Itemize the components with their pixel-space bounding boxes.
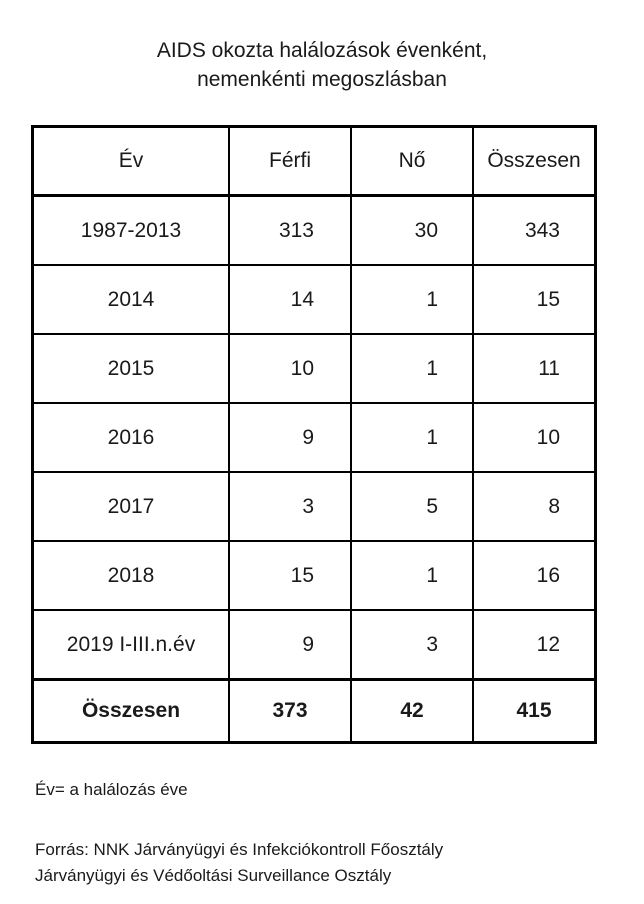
page-title	[0, 36, 644, 94]
table-row-cell-total: 16	[536, 563, 560, 587]
table-row-cell-year: 2014	[107, 287, 155, 311]
header-cell-year: Év	[118, 149, 144, 172]
table-row-cell-male: 3	[302, 494, 314, 518]
table-row-cell-female: 30	[414, 218, 438, 242]
table-row-cell-male: 10	[290, 356, 314, 380]
header-cell-female: Nő	[398, 149, 426, 172]
table-row-cell-female: 3	[426, 632, 438, 656]
total-cell-label: Összesen	[81, 699, 181, 722]
total-cell-female: 42	[400, 699, 424, 722]
table-row-cell-female: 1	[426, 425, 438, 449]
table-row-cell-year: 2019 I-III.n.év	[66, 632, 196, 656]
table-row-cell-female: 5	[426, 494, 438, 518]
total-cell-male: 373	[272, 699, 308, 722]
column-divider	[350, 128, 352, 741]
table-row-cell-total: 343	[524, 218, 560, 242]
title-line-2: nemenkénti megoszlásban	[197, 68, 447, 91]
table-row-cell-male: 9	[302, 425, 314, 449]
table-row-cell-male: 313	[278, 218, 314, 242]
table-row-cell-year: 2017	[107, 494, 155, 518]
table-row-cell-total: 15	[536, 287, 560, 311]
legend-note: Év= a halálozás éve	[35, 780, 188, 799]
table-row-cell-male: 15	[290, 563, 314, 587]
table-row-cell-male: 9	[302, 632, 314, 656]
table-row-cell-total: 10	[536, 425, 560, 449]
title-line-1: AIDS okozta halálozások évenként,	[156, 39, 488, 62]
table-row-cell-total: 8	[548, 494, 560, 518]
table-row-cell-male: 14	[290, 287, 314, 311]
table-row-cell-year: 1987-2013	[80, 218, 182, 242]
source-line-2: Járványügyi és Védőoltási Surveillance Osztály	[35, 866, 392, 885]
table-row-cell-year: 2018	[107, 563, 155, 587]
header-cell-male: Férfi	[269, 149, 311, 172]
table-row-cell-female: 1	[426, 356, 438, 380]
deaths-table	[31, 125, 597, 744]
column-divider	[472, 128, 474, 741]
source-line-1: Forrás: NNK Járványügyi és Infekciókontroll Főosztály	[35, 840, 444, 859]
column-divider	[228, 128, 230, 741]
table-row-cell-female: 1	[426, 287, 438, 311]
header-cell-total: Összesen	[487, 149, 581, 172]
total-cell-total: 415	[516, 699, 552, 722]
table-row-cell-year: 2016	[107, 425, 155, 449]
table-row-cell-total: 12	[536, 632, 560, 656]
table-row-cell-year: 2015	[107, 356, 155, 380]
table-row-cell-total: 11	[538, 356, 560, 380]
table-row-cell-female: 1	[426, 563, 438, 587]
